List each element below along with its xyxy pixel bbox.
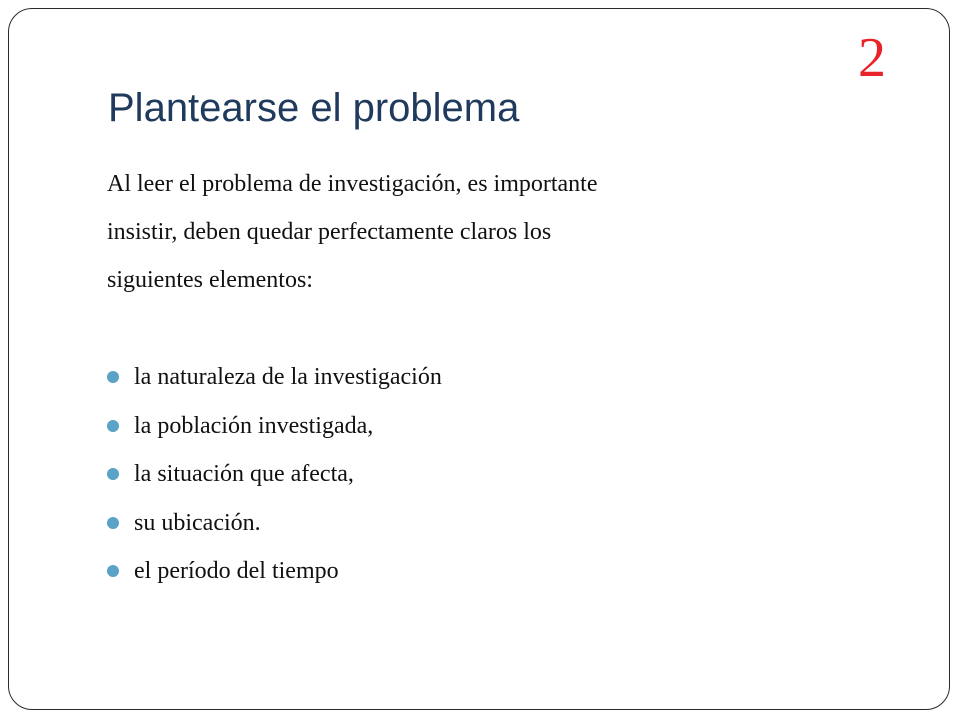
intro-line: siguientes elementos: <box>107 267 313 293</box>
bullet-text: la población investigada, <box>134 412 374 439</box>
bullet-item <box>107 353 442 402</box>
slide-number: 2 <box>858 27 886 89</box>
bullet-item <box>107 499 442 548</box>
bullet-dot-icon <box>107 565 119 577</box>
intro-line: insistir, deben quedar perfectamente claros los <box>107 219 552 245</box>
bullet-dot-icon <box>107 420 119 432</box>
bullet-dot-icon <box>107 468 119 480</box>
bullet-text: la situación que afecta, <box>134 461 354 487</box>
bullet-dot-icon <box>107 371 119 383</box>
bullet-text: el período del tiempo <box>134 558 339 584</box>
bullet-text: su ubicación. <box>134 509 261 536</box>
bullet-dot-icon <box>107 517 119 529</box>
bullet-item <box>107 450 442 499</box>
bullet-item <box>107 402 442 451</box>
intro-paragraph <box>107 160 827 304</box>
bullet-text: la naturaleza de la investigación <box>134 364 442 390</box>
slide-title: Plantearse el problema <box>108 86 520 130</box>
bullet-item <box>107 547 442 596</box>
bullet-list <box>107 353 442 596</box>
intro-line: Al leer el problema de investigación, es importante <box>107 171 598 197</box>
